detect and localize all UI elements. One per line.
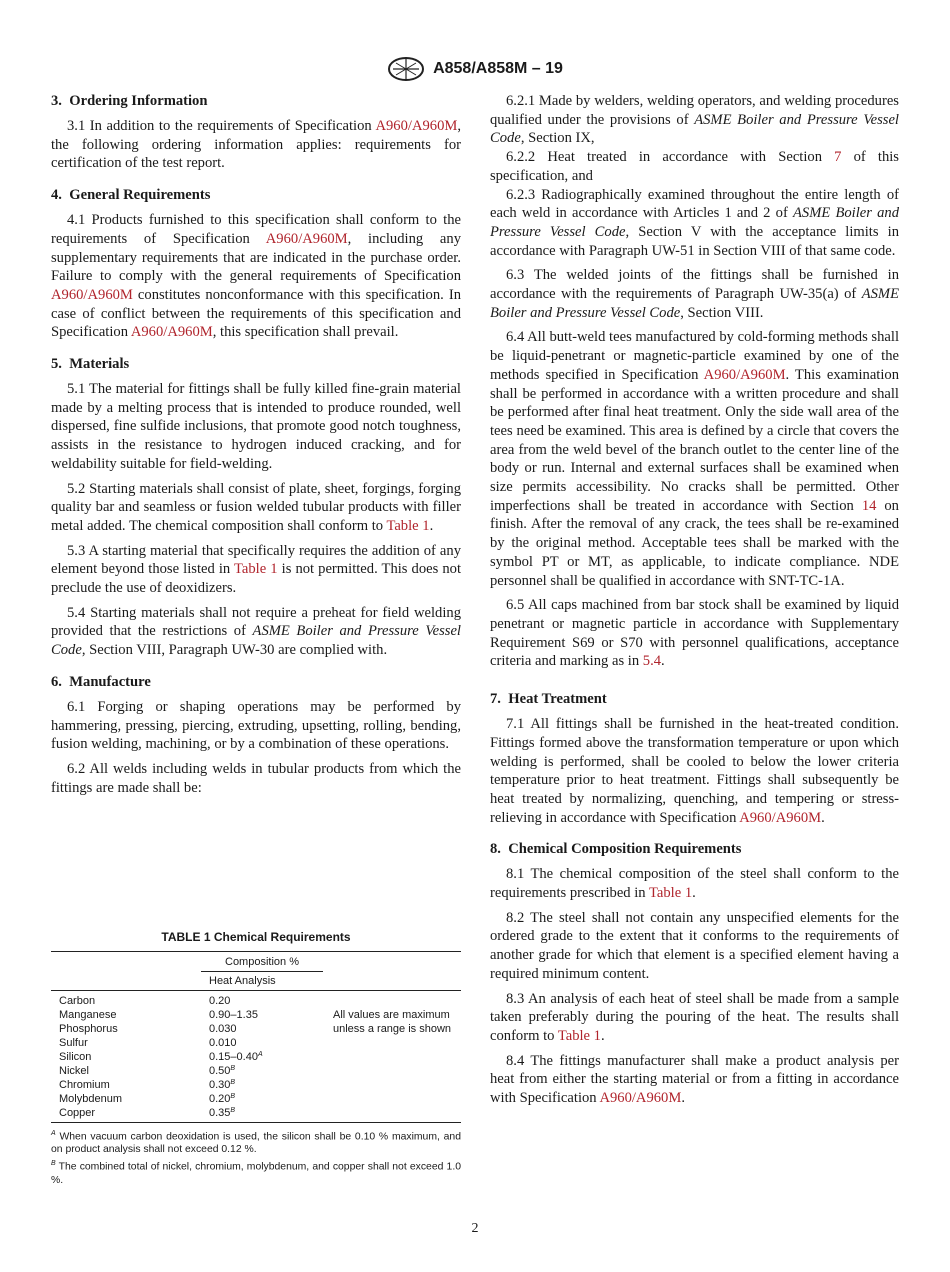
value-text: 0.30 — [209, 1079, 231, 1091]
paragraph-6-5 — [490, 596, 899, 671]
link-5-4[interactable]: 5.4 — [642, 653, 662, 670]
text: of this specification, and — [490, 149, 899, 184]
paragraph-5-3 — [51, 542, 461, 598]
table-row — [51, 1064, 461, 1078]
paragraph-8-4 — [490, 1052, 899, 1108]
value-text: 0.90–1.35 — [209, 1009, 258, 1021]
section-general-requirements — [51, 186, 461, 342]
table-row — [51, 1078, 461, 1092]
element-name: Sulfur — [59, 1037, 88, 1049]
text: 3.1 In addition to the requirements of Specification — [67, 118, 376, 134]
paragraph-4-1 — [51, 211, 461, 342]
footnote-mark: A — [257, 1051, 263, 1058]
element-value — [209, 1008, 333, 1022]
table-row — [51, 1106, 461, 1120]
paragraph-8-2: 8.2 The steel shall not contain any unspecified elements for the ordered grade to the extent that it conforms to the requirements of another grade for which that element is a specified element having a required minimum content. — [490, 909, 899, 982]
link-section-14[interactable]: 14 — [861, 497, 877, 514]
paragraph-8-3 — [490, 990, 899, 1046]
text: 8.1 The chemical composition of the steel shall conform to the requirements prescribed in — [490, 866, 899, 902]
link-section-7[interactable]: 7 — [834, 149, 842, 166]
element-name: Carbon — [59, 995, 96, 1007]
element-value — [209, 1050, 333, 1064]
value-text: 0.20 — [209, 1093, 231, 1105]
text: , including any supplementary requirements that are indicated in the purchase order. Failure to comply with the general requirements of Specification — [51, 230, 461, 285]
page-header — [0, 56, 950, 82]
text: 5.2 Starting materials shall consist of plate, sheet, forgings, forging quality bar and seamless or fusion welded tubular products with filler metal added. The chemical composition shall conform to — [51, 480, 461, 534]
text: . — [600, 1027, 605, 1044]
section-ordering-information — [51, 92, 461, 173]
section-title: 5. Materials — [51, 356, 130, 373]
paragraph-8-1 — [490, 865, 899, 902]
section-chemical-composition — [490, 840, 899, 1107]
text: 6.3 The welded joints of the fittings shall be furnished in accordance with the requirements of Paragraph UW-35(a) of — [490, 267, 899, 303]
code-title: ASME Boiler and Pressure Vessel Code — [490, 286, 899, 321]
paragraph-6-2-2 — [490, 148, 899, 185]
text: is not permitted. This does not preclude the use of deoxidizers. — [51, 561, 462, 597]
text: . — [661, 653, 665, 670]
code-title: ASME Boiler and Pressure Vessel Code — [490, 205, 899, 240]
text: , the following ordering information applies: requirements for certification of the test report. — [51, 118, 461, 172]
text: 6.2.1 Made by welders, welding operators, and welding procedures qualified under the provisions of — [490, 93, 899, 128]
footnote-b — [51, 1157, 461, 1186]
table-row — [51, 1050, 461, 1064]
section-title: 6. Manufacture — [51, 673, 151, 690]
code-title: ASME Boiler and Pressure Vessel Code — [490, 111, 899, 147]
value-text: 0.15–0.40 — [209, 1051, 258, 1063]
text: , Section IX, — [520, 130, 595, 147]
text: , Section VIII, Paragraph UW-30 are complied with. — [81, 642, 388, 659]
paragraph-6-2: 6.2 All welds including welds in tubular products from which the fittings are made shall be: — [51, 760, 461, 796]
value-text: 0.35 — [209, 1107, 231, 1119]
table-header-composition — [51, 952, 461, 972]
footnote-mark: A — [51, 1130, 56, 1137]
table-row — [51, 1036, 461, 1050]
value-text: 0.030 — [209, 1023, 237, 1035]
text: . — [821, 809, 825, 826]
text: 7.1 All fittings shall be furnished in the heat-treated condition. Fittings formed above the transformation temperature or upon which welding is performed, shall be cooled to below the lower criteria temperature prior to heat treatment. Fittings shall subsequently be heat treated by normalizing, quenching, and tempering or stress-relieving in accordance with Specification — [490, 716, 899, 826]
text: constitutes nonconformance with this specification. In case of conflict between the requirements of this specification and Specification — [51, 286, 461, 341]
link-table-1[interactable]: Table 1 — [649, 885, 693, 902]
link-a960[interactable]: A960/A960M — [599, 1090, 682, 1107]
text: 6.2.2 Heat treated in accordance with Section — [506, 149, 835, 166]
astm-logo-icon — [387, 56, 425, 82]
text: , this specification shall prevail. — [212, 324, 399, 341]
table-row — [51, 1092, 461, 1106]
footnote-mark: B — [51, 1160, 56, 1168]
element-name: Nickel — [59, 1065, 89, 1077]
section-title: 7. Heat Treatment — [490, 691, 607, 708]
text: . — [681, 1090, 685, 1107]
paragraph-6-2-3 — [490, 186, 899, 261]
element-name: Manganese — [59, 1009, 117, 1021]
link-a960[interactable]: A960/A960M — [375, 118, 458, 134]
code-title: ASME Boiler and Pressure Vessel Code — [51, 623, 461, 659]
paragraph-5-2 — [51, 480, 461, 536]
text: 6.5 All caps machined from bar stock shall be examined by liquid penetrant or magnetic particle in accordance with Supplementary Requirement S69 or S70 with personnel qualifications, acceptance criteria and marking as in — [490, 597, 899, 670]
text: . This examination shall be performed in accordance with a written procedure and shall be performed after final heat treatment. Only the side wall area of the tees need be examined. This area is defined by a circle that covers the area from the weld bevel of the branch outlet to the center line of the body or run. Internal and external surfaces shall be examined when size permits accessibility. No cracks shall be permitted. Other imperfections shall be treated in accordance with Section — [490, 366, 900, 514]
document-id: A858/A858M – 19 — [433, 60, 563, 77]
value-text: 0.50 — [209, 1065, 231, 1077]
footnote-mark: B — [230, 1065, 236, 1072]
table-header-heat — [51, 972, 461, 990]
element-value — [209, 1078, 333, 1092]
paragraph-6-1: 6.1 Forging or shaping operations may be performed by hammering, pressing, piercing, extruding, upsetting, rolling, bending, fusion welding, machining, or by a combination of these operations. — [51, 698, 461, 753]
table-chemical-requirements — [51, 930, 461, 1188]
element-value — [209, 994, 333, 1008]
text: 4.1 Products furnished to this specification shall conform to the requirements of Specification — [51, 212, 461, 247]
table-footnotes — [51, 1127, 461, 1187]
element-value — [209, 1036, 333, 1050]
element-value — [209, 1064, 333, 1078]
value-text: 0.20 — [209, 995, 231, 1007]
text: 8.4 The fittings manufacturer shall make a product analysis per heat from either the starting material or from a fitting in accordance with Specification — [490, 1052, 899, 1107]
link-table-1[interactable]: Table 1 — [386, 517, 430, 534]
element-name: Silicon — [59, 1051, 92, 1063]
section-title: 3. Ordering Information — [51, 93, 208, 109]
element-name: Chromium — [59, 1079, 110, 1091]
paragraph-5-1: 5.1 The material for fittings shall be fully killed fine-grain material made by a melting process that is intended to produce rounded, well dispersed, fine sulfide inclusions, that promote good notch toughness, assists in the resistance to hydrogen induced cracking, and for weldability suitable for field-welding. — [51, 381, 461, 472]
link-a960[interactable]: A960/A960M — [51, 286, 133, 303]
link-table-1[interactable]: Table 1 — [557, 1027, 601, 1044]
text: 6.2.3 Radiographically examined throughout the entire length of each weld in accordance with Articles 1 and 2 of — [490, 186, 899, 222]
paragraph-7-1 — [490, 715, 899, 827]
element-name: Phosphorus — [59, 1023, 118, 1035]
text: 5.3 A starting material that specifically requires the addition of any element beyond those listed in — [51, 542, 461, 578]
paragraph-6-3 — [490, 266, 899, 322]
page-number: 2 — [471, 1221, 479, 1236]
table-row — [51, 994, 461, 1008]
element-value — [209, 1022, 333, 1036]
table-bottom-rule — [51, 1122, 461, 1123]
section-title: 8. Chemical Composition Requirements — [490, 841, 742, 858]
composition-header: Composition % — [225, 956, 299, 968]
text: , Section VIII. — [680, 304, 764, 321]
link-a960[interactable]: A960/A960M — [739, 809, 822, 826]
text: . — [429, 517, 434, 534]
footnote-mark: B — [230, 1079, 236, 1086]
link-a960[interactable]: A960/A960M — [265, 230, 348, 247]
text: 8.3 An analysis of each heat of steel shall be made from a sample taken preferably during the pouring of the heat. The results shall conform to — [490, 990, 899, 1044]
paragraph-6-2-1 — [490, 92, 899, 148]
element-name: Copper — [59, 1107, 96, 1119]
text: The combined total of nickel, chromium, molybdenum, and copper shall not exceed 1.0 %. — [51, 1161, 461, 1186]
section-manufacture — [51, 673, 461, 798]
section-title: 4. General Requirements — [51, 187, 211, 204]
text: . — [692, 885, 696, 902]
footnote-mark: B — [230, 1093, 236, 1100]
table-note: All values are maximum unless a range is shown — [333, 1009, 452, 1035]
heat-analysis-header: Heat Analysis — [209, 975, 276, 987]
text: on finish. After the removal of any crack, the tees shall be re-examined by the original method. Acceptable tees shall be marked with the symbol PT or MT, as applicable, to indicate compliance. NDE personnel shall be qualified in accordance with SNT-TC-1A. — [490, 497, 899, 589]
text: When vacuum carbon deoxidation is used, the silicon shall be 0.10 % maximum, and on product analysis shall not exceed 0.12 %. — [51, 1131, 461, 1156]
table-body — [51, 991, 461, 1122]
link-a960[interactable]: A960/A960M — [130, 324, 213, 341]
footnote-mark: B — [230, 1107, 236, 1114]
link-a960[interactable]: A960/A960M — [703, 366, 786, 383]
text: , Section V with the acceptance limits in accordance with Paragraph UW-51 in Section VIII of that same code. — [490, 223, 899, 259]
right-column — [490, 92, 899, 1121]
paragraph-3-1 — [51, 117, 461, 173]
text: 5.4 Starting materials shall not require a preheat for field welding provided that the restrictions of — [51, 604, 461, 640]
value-text: 0.010 — [209, 1037, 237, 1049]
element-name: Molybdenum — [59, 1093, 122, 1105]
left-column — [51, 92, 461, 810]
section-materials — [51, 355, 461, 660]
paragraph-5-4 — [51, 604, 461, 660]
text: 6.4 All butt-weld tees manufactured by cold-forming methods shall be liquid-penetrant or magnetic-particle examined by one of the methods specified in Specification — [490, 329, 899, 383]
section-heat-treatment — [490, 690, 899, 827]
link-table-1[interactable]: Table 1 — [234, 561, 278, 578]
paragraph-6-4 — [490, 328, 899, 590]
table-caption: TABLE 1 Chemical Requirements — [161, 930, 351, 944]
footnote-a — [51, 1127, 461, 1156]
element-value — [209, 1092, 333, 1106]
element-value — [209, 1106, 333, 1120]
